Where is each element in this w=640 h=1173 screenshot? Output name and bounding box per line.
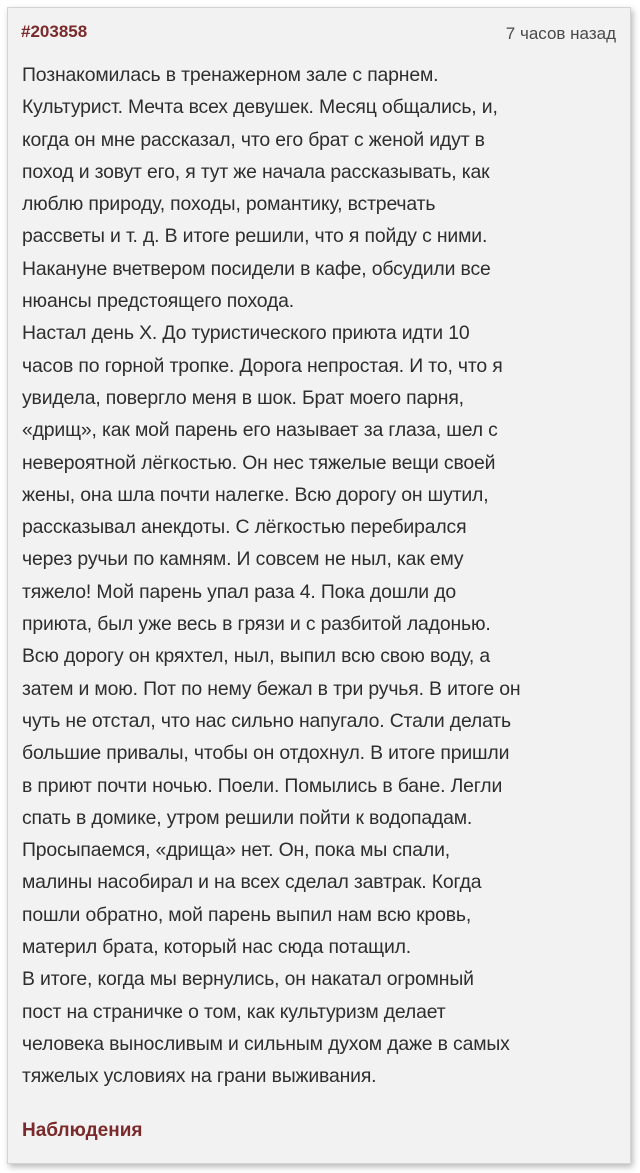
post-text-line: тяжело! Мой парень упал раза 4. Пока дошли до (22, 580, 456, 603)
post-text-line: Просыпаемся, «дрища» нет. Он, пока мы спали, (22, 839, 450, 862)
post-text-line: пост на страничке о том, как культуризм делает (22, 1000, 446, 1023)
post-text-line: спать в домике, утром решили пойти к водопадам. (22, 806, 473, 829)
post-text-line: Настал день X. До туристического приюта идти 10 (22, 322, 470, 345)
post-text-line: рассветы и т. д. В итоге решили, что я пойду с ними. (22, 225, 488, 248)
post-text-line: люблю природу, походы, романтику, встречать (22, 193, 436, 216)
post-text-line: Познакомилась в тренажерном зале с парнем. (22, 64, 439, 86)
post-text-line: рассказывал анекдоты. С лёгкостью перебирался (22, 516, 467, 539)
post-text-line: когда он мне рассказал, что его брат с женой идут в (22, 128, 485, 151)
post-text-line: через ручьи по камням. И совсем не ныл, как ему (22, 548, 464, 571)
post-text-line: материл брата, который нас сюда потащил. (22, 936, 412, 959)
post-card (14, 14, 618, 1154)
post-text-line: приюта, был уже весь в грязи и с разбитой ладонью. (22, 613, 491, 636)
post-text-line: Всю дорогу он кряхтел, ныл, выпил всю свою воду, а (22, 645, 490, 668)
post-text-line: Культурист. Мечта всех девушек. Месяц общались, и, (22, 96, 498, 119)
post-text-line: в приют почти ночью. Поели. Помылись в бане. Легли (22, 774, 503, 797)
post-timestamp: 7 часов назад (505, 24, 616, 43)
post-tag-link[interactable]: Наблюдения (22, 1120, 143, 1141)
post-text-line: часов по горной тропке. Дорога непростая. И то, что я (22, 354, 503, 377)
post-text-line: малины насобирал и на всех сделал завтрак. Когда (22, 871, 482, 894)
post-body (22, 59, 618, 1093)
post-text-line: пошли обратно, мой парень выпил нам всю кровь, (22, 903, 472, 926)
post-text-line: большие привалы, чтобы он отдохнул. В итоге пришли (22, 742, 510, 765)
post-text-line: невероятной лёгкостью. Он нес тяжелые вещи своей (22, 451, 496, 474)
post-text-line: нюансы предстоящего похода. (22, 290, 295, 313)
post-text-line: «дрищ», как мой парень его называет за глаза, шел с (22, 419, 498, 442)
post-header (14, 14, 618, 54)
post-text-line: поход и зовут его, я тут же начала рассказывать, как (22, 160, 490, 183)
post-text-line: Накануне вчетвером посидели в кафе, обсудили все (22, 257, 491, 280)
post-id-link[interactable]: #203858 (21, 22, 88, 41)
post-text-line: В итоге, когда мы вернулись, он накатал огромный (22, 968, 474, 991)
post-text-line: увидела, повергло меня в шок. Брат моего парня, (22, 386, 464, 409)
post-text-line: жены, она шла почти налегке. Всю дорогу он шутил, (22, 483, 489, 506)
post-text-line: человека выносливым и сильным духом даже в самых (22, 1032, 510, 1055)
post-text-line: тяжелых условиях на грани выживания. (22, 1065, 377, 1088)
post-text-line: чуть не отстал, что нас сильно напугало. Стали делать (22, 709, 511, 732)
post-text-line: затем и мою. Пот по нему бежал в три ручья. В итоге он (22, 677, 521, 700)
